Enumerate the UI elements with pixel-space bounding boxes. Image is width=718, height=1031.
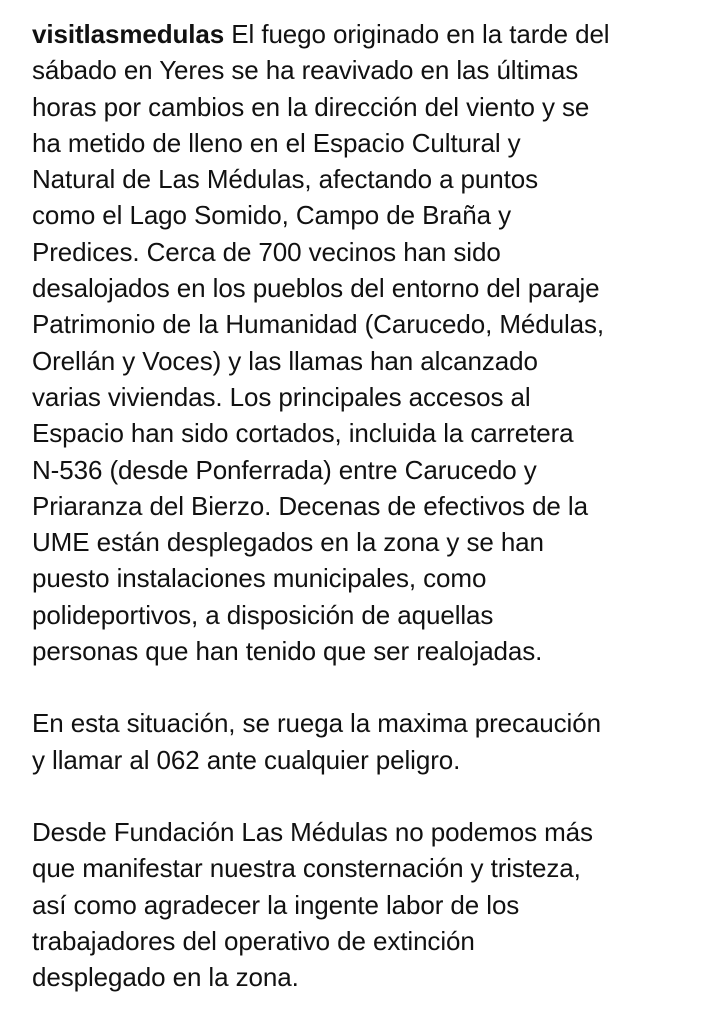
caption-paragraph-2: En esta situación, se ruega la maxima precaución y llamar al 062 ante cualquier peligro.: [32, 708, 601, 775]
username-link[interactable]: visitlasmedulas: [32, 19, 225, 49]
caption-paragraph-3: Desde Fundación Las Médulas no podemos más que manifestar nuestra consternación y tristeza, así como agradecer la ingente labor de los trabajadores del operativo de extinción desplegado en la zona.: [32, 816, 593, 993]
caption-paragraph-1: [32, 16, 702, 669]
caption-text-1: El fuego originado en la tarde del sábado en Yeres se ha reavivado en las últimas horas por cambios en la dirección del viento y se ha metido de lleno en el Espacio Cultural y Natural de Las Médulas, afectando a puntos como el Lago Somido, Campo de Braña y Predices. Cerca de 700 vecinos han sido desalojados en los pueblos del entorno del paraje Patrimonio de la Humanidad (Carucedo, Médulas, Orellán y Voces) y las llamas han alcanzado varias viviendas. Los principales accesos al Espacio han sido cortados, incluida la carretera N-536 (desde Ponferrada) entre Carucedo y Priaranza del Bierzo. Decenas de efectivos de la UME están desplegados en la zona y se han puesto instalaciones municipales, como polideportivos, a disposición de aquellas personas que han tenido que ser realojadas.: [32, 19, 610, 667]
post-caption: [32, 16, 702, 1031]
